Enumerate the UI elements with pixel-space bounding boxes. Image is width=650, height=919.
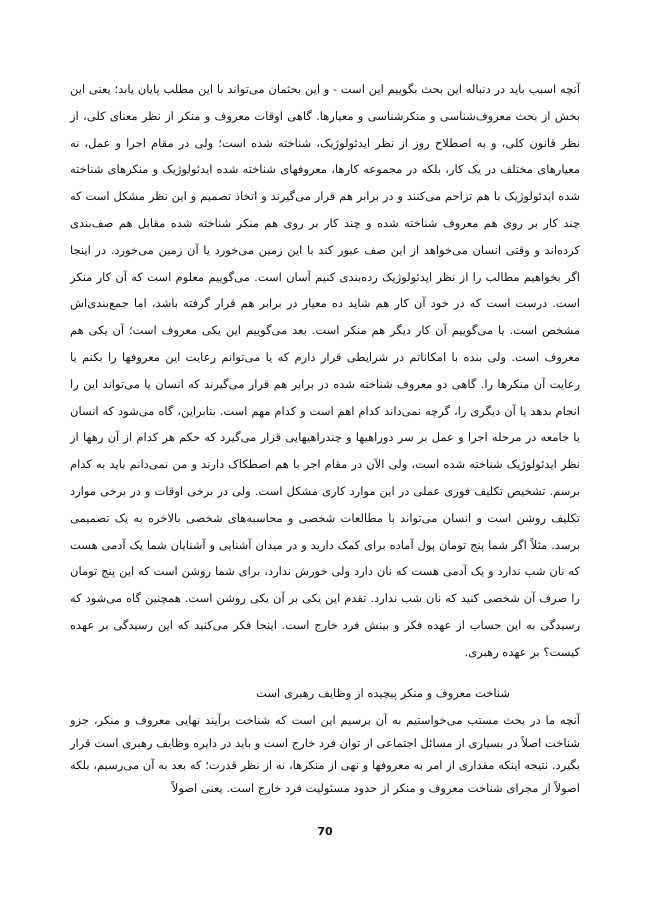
page-number: 70: [317, 825, 333, 838]
body-paragraph: آنچه اسبب باید در دنباله این بحث بگوییم این است - و این بحثمان می‌تواند با این مطلب پایان یابد؛ یعنی این بخش از بحث معروف‌شناسی و منکرشناسی و معیارها. گاهی اوقات معروف و منکر از نظر معنای کلی، از نظر قانون کلی، و به اصطلاح روز از نظر ایدئولوژیک، شناخته شده است؛ ولی در مقام اجرا و عمل، نه معیارهای مختلف در یک کار، بلکه در مجموعه کارها، معروفهای شناخته شده ایدئولوژیک و منکرهای شناخته شده ایدئولوژیک با هم تزاحم می‌کنند و در برابر هم قرار می‌گیرند و اتخاذ تصمیم و این نظر مشکل است که چند کار بر روی هم معروف شناخته شده و چند کار بر روی هم منکر شناخته شده مقابل هم صف‌بندی کرده‌اند و وقتی انسان می‌خواهد از این صف عبور کند با این زمین می‌خورد یا آن زمین می‌خورد. در اینجا اگر بخواهیم مطالب را از نظر ایدئولوژیک رده‌بندی کنیم آسان است. می‌گوییم معلوم است که آن کار منکر است. درست است که در خود آن کار هم شاید ده معیار در برابر هم قرار گرفته باشد، اما جمع‌بندی‌اش مشخص است. یا می‌گوییم آن کار دیگر هم منکر است. بعد می‌گوییم این یکی معروف است؛ آن یکی هم معروف است. ولی بنده با امکاناتم در شرایطی قرار دارم که یا می‌توانم رعایت این معروفها را بکنم یا رعایت آن منکرها را. گاهی دو معروف شناخته شده در برابر هم قرار می‌گیرند که انسان یا می‌تواند این را انجام بدهد یا آن دیگری را، گرچه نمی‌داند کدام اهم است و کدام مهم است. بنابراین، گاه می‌شود که انسان یا جامعه در مرحله اجرا و عمل بر سر دوراهیها و چندراهیهایی قرار می‌گیرد که حکم هر کدام از آن رهها از نظر ایدئولوژیک شناخته شده است، ولی الآن در مقام اجر با هم اصطکاک دارند و من نمی‌دانم باید به کدام برسم. تشخیص تکلیف فوری عملی در این موارد کاری مشکل است. ولی در برخی اوقات و در برخی موارد تکلیف روشن است و انسان می‌تواند با مطالعات شخصی و محاسبه‌های شخصی بالاخره به یک تصمیمی برسد. مثلاً اگر شما پنج تومان پول آماده برای کمک دارید و در میدان آشنایی و آشنایان شما یک آدمی هست که نان شب ندارد و یک آدمی هست که نان دارد ولی خورش ندارد، برای شما روشن است که این پنج تومان را صرف آن شخصی کنید که نان شب ندارد. تقدم این یکی بر آن یکی روشن است. همچنین گاه می‌شود که رسیدگی به این حساب از عهده فکر و بینش فرد خارج است. اینجا فکر می‌کنید که این رسیدگی بر عهده کیست؟ بر عهده رهبری.: [70, 82, 581, 659]
section-heading: شناخت معروف و منکر پیچیده از وظایف رهبری است: [256, 686, 510, 700]
body-paragraph: آنچه ما در بحث مستب می‌خواستیم به آن برسیم این است که شناخت برآیند نهایی معروف و منکر، جزو شناخت اصلاً در بسیاری از مسائل اجتماعی از توان فرد خارج است و باید در دایره وظایف رهبری است قرار بگیرد. نتیجه اینکه مقداری از امر به معروفها و نهی از منکرها، نه از نظر قدرت؛ که بعد به آن می‌رسیم، بلکه اصولاً از مجرای شناخت معروف و منکر از حدود مسئولیت فرد خارج است. یعنی اصولاً: [70, 713, 580, 795]
